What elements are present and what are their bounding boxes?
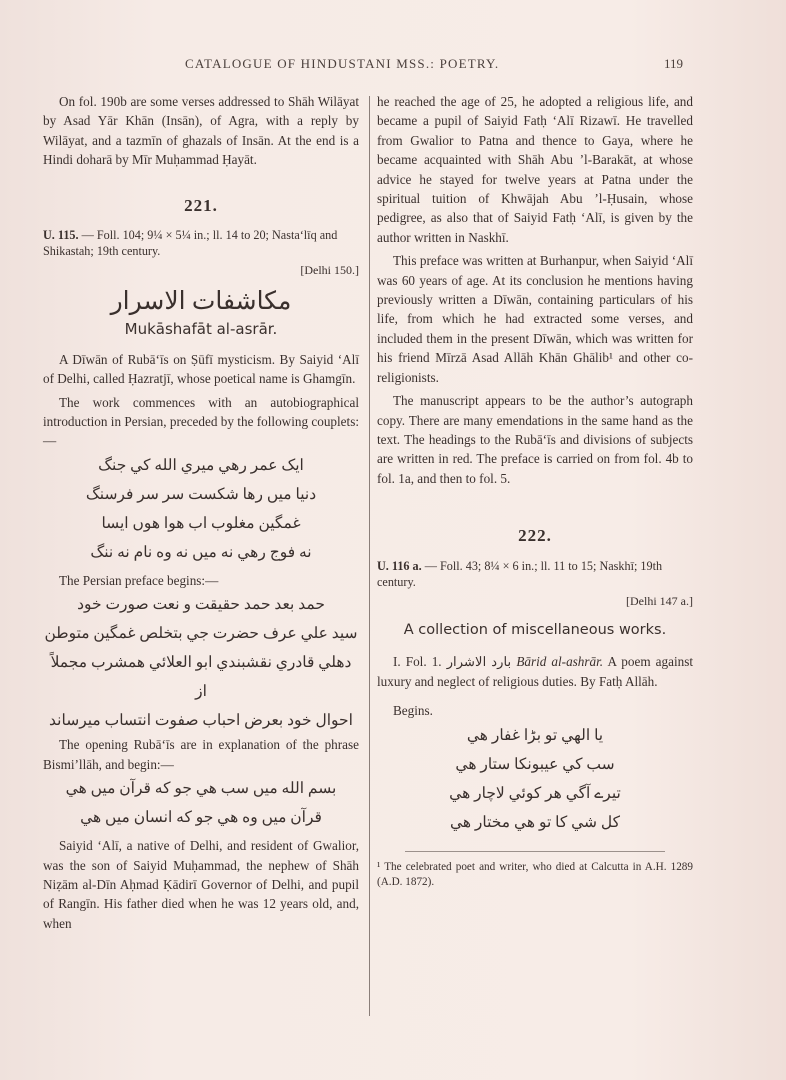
preface-line: دهلي قادري نقشبندي ابو العلائي همشرب مجملاً از [50, 654, 352, 701]
preface-line: سید علي عرف حضرت جي بتخلص غمگین متوطن [44, 625, 358, 643]
rubai-line: بسم الله میں سب هي جو که قرآن میں هي [65, 780, 337, 798]
work-intro: The work commences with an autobiographical introduction in Persian, preceded by the following couplets:— [43, 394, 359, 449]
verse-line: تیرے آگي هر کوئي لاچار هي [449, 784, 621, 802]
shelfmark: U. 115. [43, 228, 79, 243]
running-title: CATALOGUE OF HINDUSTANI MSS.: POETRY. [185, 56, 500, 71]
persian-preface [43, 590, 359, 735]
intro-paragraph: On fol. 190b are some verses addressed to Shāh Wilāyat by Asad Yār Khān (Insān), of Agra, with a reply by Wilāyat, and a tazmīn of ghazals of Insān. At the end is a Hindi doharā by Mīr Muḥammad Ḥayāt. [43, 94, 359, 168]
biography-paragraph: Saiyid ‘Alī, a native of Delhi, and resident of Gwalior, was the son of Saiyid Muḥammad, the nephew of Shāh Niẓām al-Dīn Aḥmad Ḳādirī Governor of Delhi, and pupil of Rangīn. His father died when he was 12 years old, and, when [43, 838, 359, 931]
provenance: [Delhi 150.] [300, 263, 359, 278]
shelfmark: U. 116 a. [377, 558, 422, 573]
entry-metadata [43, 227, 359, 259]
rubais-intro: The opening Rubā‘īs are in explanation of the phrase Bismi’llāh, and begin:— [43, 737, 359, 772]
physical-description: — Foll. 43; 8¼ × 6 in.; ll. 11 to 15; Naskhī; 19th century. [377, 558, 663, 589]
verse-line: سب کي عیبونکا ستار هي [455, 755, 615, 773]
left-column [43, 92, 359, 933]
item-description: A poem against luxury and neglect of religious duties. By Fatḥ Allāh. [377, 654, 694, 689]
verse-line: غمگین مغلوب اب هوا هوں ایسا [101, 514, 301, 532]
page-number: 119 [664, 56, 684, 71]
item-title-transliteration: Bārid al-ashrār. [516, 654, 604, 670]
work-description: A Dīwān of Rubā‘īs on Ṣūfī mysticism. By Saiyid ‘Alī of Delhi, called Ḥazratjī, whose poetical name is Ghamgīn. [43, 351, 359, 387]
right-column [377, 92, 693, 890]
begins-label: Begins. [393, 703, 433, 719]
verse-line: یا الهي تو بڑا غفار هي [466, 726, 604, 744]
provenance: [Delhi 147 a.] [626, 593, 693, 608]
item-label: I. Fol. 1. [393, 654, 442, 670]
verse-line: کل شي کا تو هي مختار هي [449, 813, 621, 831]
title-urdu: مکاشفات الاسرار [110, 288, 292, 316]
begins-verses [377, 721, 693, 837]
footnote: ¹ The celebrated poet and writer, who died at Calcutta in A.H. 1289 (A.D. 1872). [377, 860, 693, 888]
item-entry [377, 652, 693, 691]
verse-line: نه فوج رهي نه میں نه وه نام نه ننگ [90, 543, 312, 561]
verse-line: دنیا میں رها شکست سر سر فرسنگ [85, 485, 317, 503]
verse-line: ایک عمر رهي میري الله کي جنگ [98, 456, 304, 474]
column-divider [369, 96, 370, 1016]
title-transliteration: Mukāshafāt al-asrār. [124, 320, 278, 339]
entry-metadata [377, 558, 693, 590]
physical-description: — Foll. 104; 9¼ × 5¼ in.; ll. 14 to 20; Nasta‘līq and Shikastah; 19th century. [43, 228, 338, 259]
rubai-line: قرآن میں وه هي جو که انسان میں هي [80, 809, 322, 827]
persian-preface-intro: The Persian preface begins:— [59, 572, 219, 588]
couplets [43, 451, 359, 567]
preface-line: احوال خود بعرض احباب صفوت انتساب میرساند [49, 712, 353, 730]
rubais [43, 774, 359, 832]
entry-number: 222. [518, 526, 552, 546]
biography-continuation: he reached the age of 25, he adopted a religious life, and became a pupil of Saiyid Fatḥ ‘Alī Rizawī. He travelled from Gwalior to Patna and thence to Gaya, where he became acquainted with Shāh Abu ’l-Barakāt, at whose advice he stayed for twelve years at Patna under the spiritual tuition of Khwājah Abu ’l-Ḥusain, whose pedigree, as also that of Saiyid Fatḥ ‘Alī, is given by the author written in Naskhī. [377, 94, 693, 245]
item-title-urdu: بارد الاشرار [446, 654, 512, 670]
manuscript-paragraph: The manuscript appears to be the author’s autograph copy. There are many emendations in the same hand as the text. The headings to the Rubā‘īs and divisions of subjects are written in red. The preface is carried on from fol. 4b to fol. 1a, and then to fol. 5. [377, 393, 693, 486]
entry-number: 221. [184, 195, 218, 215]
preface-line: حمد بعد حمد حقیقت و نعت صورت خود [77, 596, 325, 614]
preface-paragraph: This preface was written at Burhanpur, when Saiyid ‘Alī was 60 years of age. At its conclusion he mentions having previously written a Dīwān, containing particulars of his life, from which he had extracted some verses, and included them in the present Dīwān, which was written for his friend Mīrzā Asad Allāh Khān Ghālib¹ and other co-religionists. [377, 253, 693, 385]
collection-title: A collection of miscellaneous works. [403, 621, 667, 638]
